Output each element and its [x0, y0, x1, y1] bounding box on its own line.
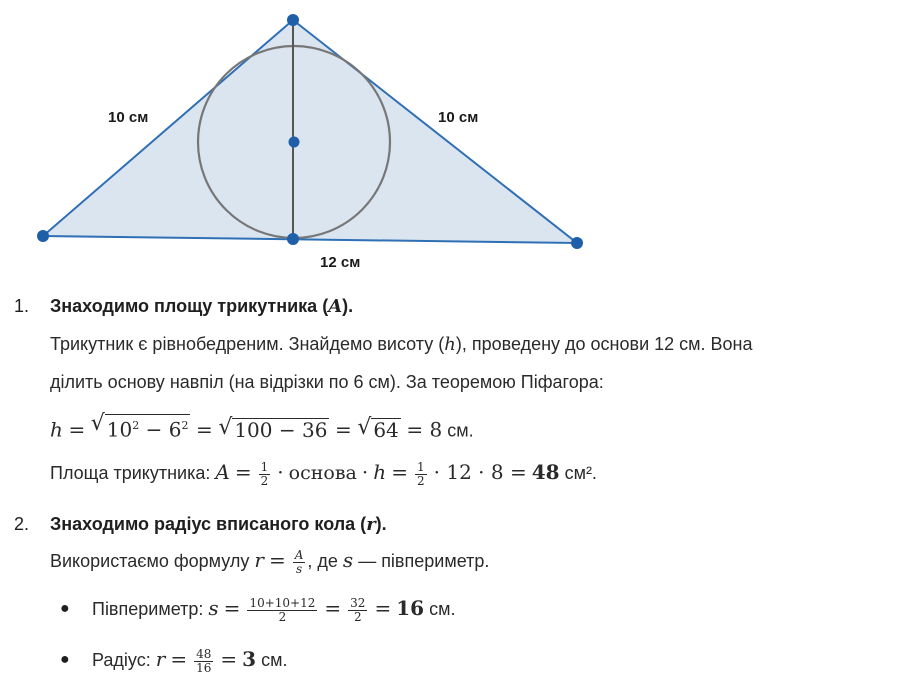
step1-h-unit: см.	[442, 420, 474, 441]
step2-frac-den: s	[295, 561, 303, 576]
bullet-dot-2: ●	[60, 651, 70, 668]
center-point	[289, 137, 300, 148]
label-right-side: 10 см	[438, 109, 479, 126]
step1-line1-a: Трикутник є рівнобедреним. Знайдемо висоту (	[50, 334, 445, 354]
step1-area-formula: Площа трикутника: A = $\frac{1}{2}$ · основа · h = $\frac{1}{2}$ · 12 · 8 = 48 см².	[50, 459, 597, 488]
step1-title-var: A	[328, 296, 343, 317]
step1-line1	[50, 334, 753, 355]
bullet2-frac-num: 48	[196, 646, 212, 661]
step1-area-label: Площа трикутника:	[50, 463, 216, 483]
triangle-figure	[0, 0, 900, 280]
step1-title-text: Знаходимо площу трикутника (	[50, 296, 329, 316]
left-vertex-point	[37, 230, 49, 242]
step2-bullet-semiperimeter: Півпериметр: s = $\frac{10+10+12}{2}$ = $\frac{32}{2}$ = 16 см.	[92, 595, 456, 624]
step1-title-end: ).	[342, 296, 354, 316]
step2-bullet-radius: Радіус: r = $\frac{48}{16}$ = 3 см.	[92, 646, 288, 675]
bullet1-result: 16	[396, 596, 425, 620]
foot-point	[287, 233, 299, 245]
step1-line1-var: h	[444, 334, 456, 355]
step2-title-text: Знаходимо радіус вписаного кола (	[50, 514, 367, 534]
step2-formula-tail: — півпериметр.	[353, 551, 490, 571]
bullet1-frac1-den: 2	[278, 609, 287, 624]
step2-number: 2.	[14, 514, 30, 534]
bullet1-label: Півпериметр:	[92, 599, 209, 619]
step2-formula-line: Використаємо формулу r = $\frac{A}{s}$ , де s — півпериметр.	[50, 547, 490, 576]
step2-title-var: r	[366, 514, 376, 535]
step1-number: 1.	[14, 296, 30, 316]
step1-line2: ділить основу навпіл (на відрізки по 6 см). За теоремою Піфагора:	[50, 372, 604, 392]
step2-title	[50, 514, 387, 535]
step1-area-result: 48	[531, 460, 560, 484]
step1-line1-b: ), проведену до основи 12 см. Вона	[455, 334, 753, 354]
step1-area-unit: см².	[559, 463, 597, 483]
bullet1-frac2-den: 2	[353, 609, 362, 624]
apex-point	[287, 14, 299, 26]
step2-formula-outro: , де	[307, 551, 343, 571]
bullet2-label: Радіус:	[92, 650, 156, 670]
bullet-dot-1: ●	[60, 600, 70, 617]
bullet1-frac2-num: 32	[350, 595, 366, 610]
bullet2-frac-den: 16	[196, 660, 212, 675]
step1-area-word: основа	[288, 462, 357, 484]
half-den: 2	[260, 473, 269, 488]
bullet2-unit: см.	[256, 650, 288, 670]
triangle	[43, 20, 577, 243]
step1-pythagoras-formula: h = √ $10^2 - 6^2$ = √ 100 − 36 = √ 64 = 8 см.	[50, 411, 474, 442]
right-vertex-point	[571, 237, 583, 249]
step2-formula-intro: Використаємо формулу	[50, 551, 255, 571]
bullet1-frac1-num: 10+10+12	[249, 595, 316, 610]
label-left-side: 10 см	[108, 109, 149, 126]
bullet1-unit: см.	[424, 599, 456, 619]
half-num: 1	[260, 459, 269, 474]
bullet2-result: 3	[242, 647, 257, 671]
step2-frac-num: A	[294, 547, 304, 562]
step1-title	[50, 296, 353, 317]
label-base: 12 см	[320, 254, 361, 271]
step2-title-end: ).	[375, 514, 387, 534]
